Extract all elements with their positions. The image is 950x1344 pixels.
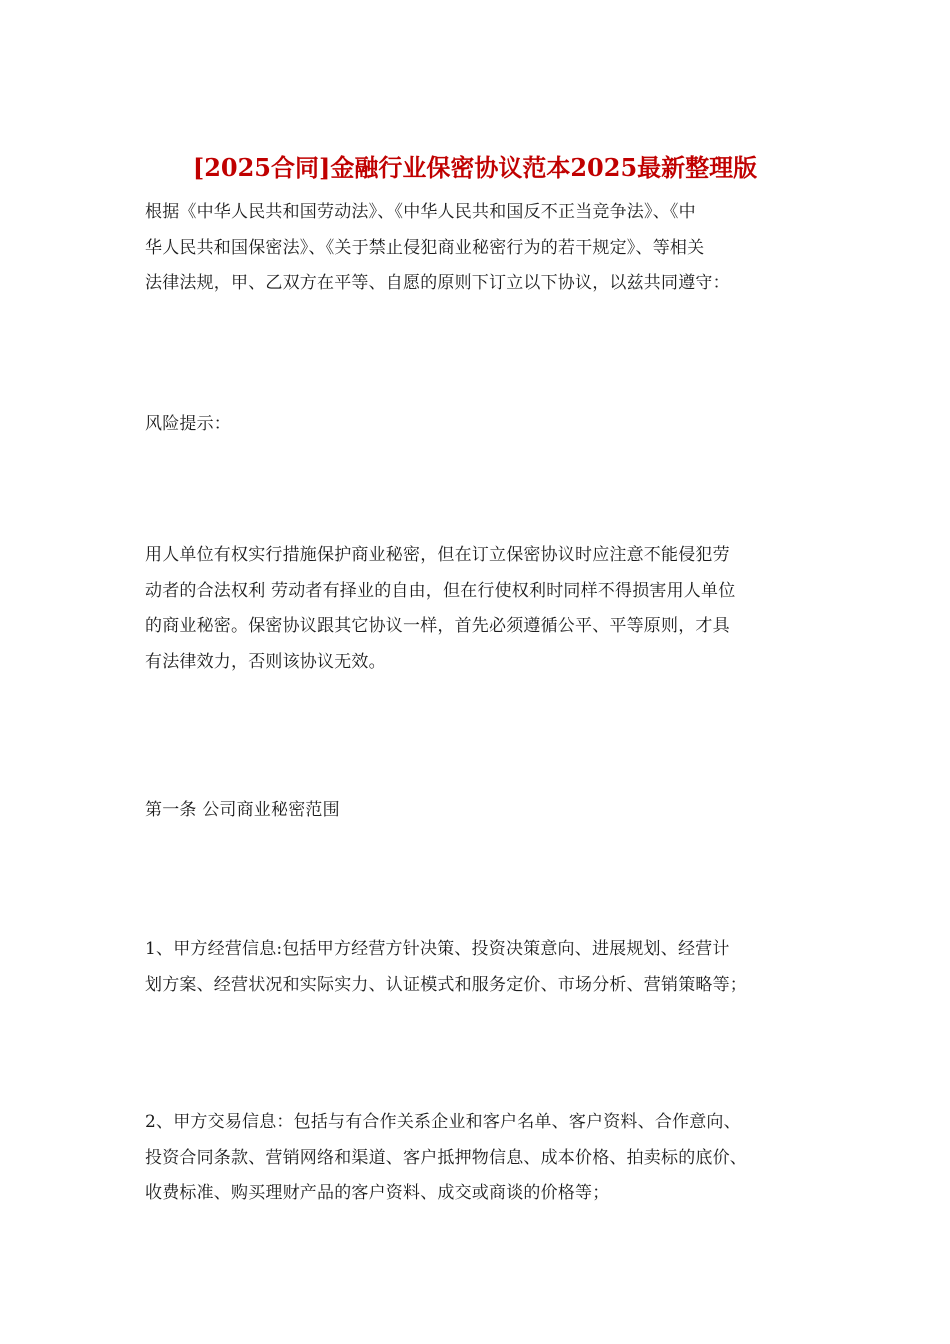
paragraph-line: 华人民共和国保密法》、《关于禁止侵犯商业秘密行为的若干规定》、等相关: [145, 237, 705, 258]
paragraph-line: 划方案、经营状况和实际实力、认证模式和服务定价、市场分析、营销策略等；: [145, 974, 747, 995]
article-heading: [145, 793, 810, 829]
risk-paragraph: [145, 538, 810, 680]
list-item-2: [145, 1105, 810, 1212]
list-item-1: [145, 932, 810, 1003]
paragraph-line: 有法律效力，否则该协议无效。: [145, 651, 386, 672]
document-title: [2025合同]金融行业保密协议范本2025最新整理版: [192, 153, 758, 182]
paragraph-line: 第一条 公司商业秘密范围: [145, 800, 340, 820]
paragraph-line: 法律法规，甲、乙双方在平等、自愿的原则下订立以下协议，以兹共同遵守：: [145, 273, 730, 293]
risk-heading: [145, 407, 810, 443]
paragraph-line: 2、甲方交易信息：包括与有合作关系企业和客户名单、客户资料、合作意向、: [145, 1112, 741, 1132]
paragraph-line: 动者的合法权利 劳动者有择业的自由，但在行使权利时同样不得损害用人单位: [145, 580, 736, 601]
paragraph-line: 投资合同条款、营销网络和渠道、客户抵押物信息、成本价格、拍卖标的底价、: [145, 1147, 747, 1168]
paragraph-line: 用人单位有权实行措施保护商业秘密，但在订立保密协议时应注意不能侵犯劳: [145, 545, 730, 565]
paragraph-line: 1、甲方经营信息:包括甲方经营方针决策、投资决策意向、进展规划、经营计: [145, 939, 730, 959]
intro-paragraph: [145, 195, 810, 302]
paragraph-line: 收费标准、购买理财产品的客户资料、成交或商谈的价格等；: [145, 1183, 610, 1203]
paragraph-line: 根据《中华人民共和国劳动法》、《中华人民共和国反不正当竞争法》、《中: [145, 202, 696, 222]
paragraph-line: 风险提示：: [145, 414, 231, 434]
paragraph-line: 的商业秘密。保密协议跟其它协议一样，首先必须遵循公平、平等原则，才具: [145, 616, 730, 636]
